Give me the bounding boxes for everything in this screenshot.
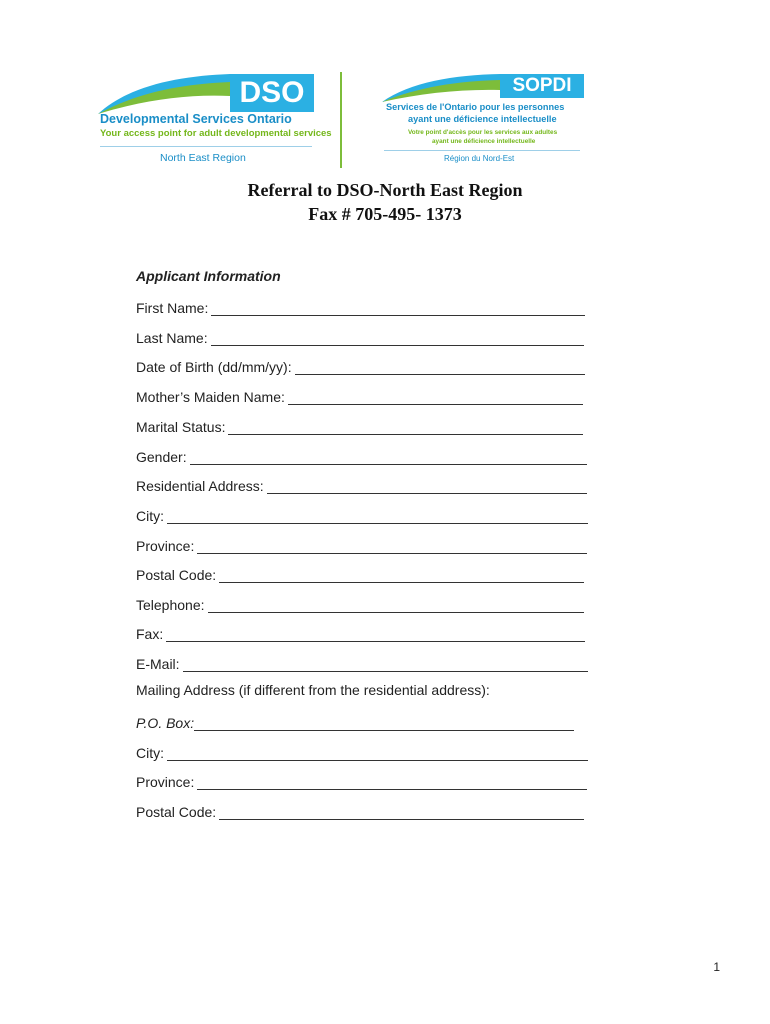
mailing-postal-code-field[interactable] xyxy=(136,800,584,820)
last-name-field[interactable] xyxy=(136,326,584,346)
fill-line[interactable] xyxy=(166,627,585,642)
field-label: Date of Birth (dd/mm/yy): xyxy=(136,359,292,375)
field-label: Province: xyxy=(136,774,195,790)
field-label: City: xyxy=(136,745,164,761)
fill-line[interactable] xyxy=(295,360,585,375)
document-title: Referral to DSO-North East Region xyxy=(247,180,523,200)
fill-line[interactable] xyxy=(194,716,574,731)
sopdi-line-2: ayant une déficience intellectuelle xyxy=(408,114,557,124)
field-label: First Name: xyxy=(136,300,209,316)
swoosh-graphic-icon xyxy=(382,74,500,102)
fill-line[interactable] xyxy=(211,301,585,316)
sopdi-line-1: Services de l'Ontario pour les personnes xyxy=(386,102,565,112)
field-label: Marital Status: xyxy=(136,419,226,435)
field-label: E-Mail: xyxy=(136,656,180,672)
dso-region: North East Region xyxy=(160,152,246,164)
fill-line[interactable] xyxy=(219,568,584,583)
logo-separator xyxy=(340,72,342,168)
sopdi-line-3: Votre point d'accès pour les services aux adultes xyxy=(408,129,558,136)
date-of-birth-field[interactable] xyxy=(136,355,585,375)
fill-line[interactable] xyxy=(167,746,588,761)
field-label: Province: xyxy=(136,538,195,554)
fill-line[interactable] xyxy=(288,390,583,405)
city-field[interactable] xyxy=(136,504,588,524)
fill-line[interactable] xyxy=(167,509,588,524)
field-label: Residential Address: xyxy=(136,478,264,494)
field-label: City: xyxy=(136,508,164,524)
province-field[interactable] xyxy=(136,534,587,554)
gender-field[interactable] xyxy=(136,445,587,465)
po-box-field[interactable] xyxy=(136,711,574,731)
fill-line[interactable] xyxy=(208,598,584,613)
field-label: Telephone: xyxy=(136,597,205,613)
field-label: Gender: xyxy=(136,449,187,465)
fax-number: Fax # 705-495- 1373 xyxy=(308,204,462,224)
page-number: 1 xyxy=(713,960,720,974)
field-label: Postal Code: xyxy=(136,804,217,820)
field-label: Last Name: xyxy=(136,330,208,346)
telephone-field[interactable] xyxy=(136,593,584,613)
mailing-city-field[interactable] xyxy=(136,741,588,761)
fill-line[interactable] xyxy=(190,450,587,465)
fill-line[interactable] xyxy=(197,775,587,790)
field-label: Postal Code: xyxy=(136,567,217,583)
residential-address-field[interactable] xyxy=(136,474,587,494)
mothers-maiden-name-field[interactable] xyxy=(136,385,583,405)
field-label: P.O. Box: xyxy=(136,715,195,731)
field-label: Mother’s Maiden Name: xyxy=(136,389,285,405)
mailing-province-field[interactable] xyxy=(136,770,587,790)
fax-field[interactable] xyxy=(136,622,585,642)
marital-status-field[interactable] xyxy=(136,415,583,435)
fill-line[interactable] xyxy=(197,539,587,554)
sopdi-region: Région du Nord-Est xyxy=(444,154,515,163)
fill-line[interactable] xyxy=(219,805,584,820)
sopdi-logo-rule xyxy=(384,150,580,151)
email-field[interactable] xyxy=(136,652,588,672)
dso-brand-box: DSO xyxy=(230,74,314,112)
sopdi-brand-box: SOPDI xyxy=(500,74,584,98)
sopdi-line-4: ayant une déficience intellectuelle xyxy=(432,138,536,145)
postal-code-field[interactable] xyxy=(136,563,584,583)
first-name-field[interactable] xyxy=(136,296,585,316)
dso-logo-rule xyxy=(100,146,312,147)
section-heading: Applicant Information xyxy=(136,268,281,284)
swoosh-graphic-icon xyxy=(98,74,230,114)
fill-line[interactable] xyxy=(211,331,584,346)
fill-line[interactable] xyxy=(183,657,588,672)
mailing-address-note: Mailing Address (if different from the residential address): xyxy=(136,682,490,698)
dso-tagline: Your access point for adult developmental services xyxy=(100,128,332,139)
dso-logo xyxy=(98,66,332,172)
sopdi-logo xyxy=(382,66,590,172)
header-logos xyxy=(98,66,590,172)
field-label: Fax: xyxy=(136,626,164,642)
fill-line[interactable] xyxy=(228,420,583,435)
dso-org-name: Developmental Services Ontario xyxy=(100,112,292,126)
fill-line[interactable] xyxy=(267,479,587,494)
